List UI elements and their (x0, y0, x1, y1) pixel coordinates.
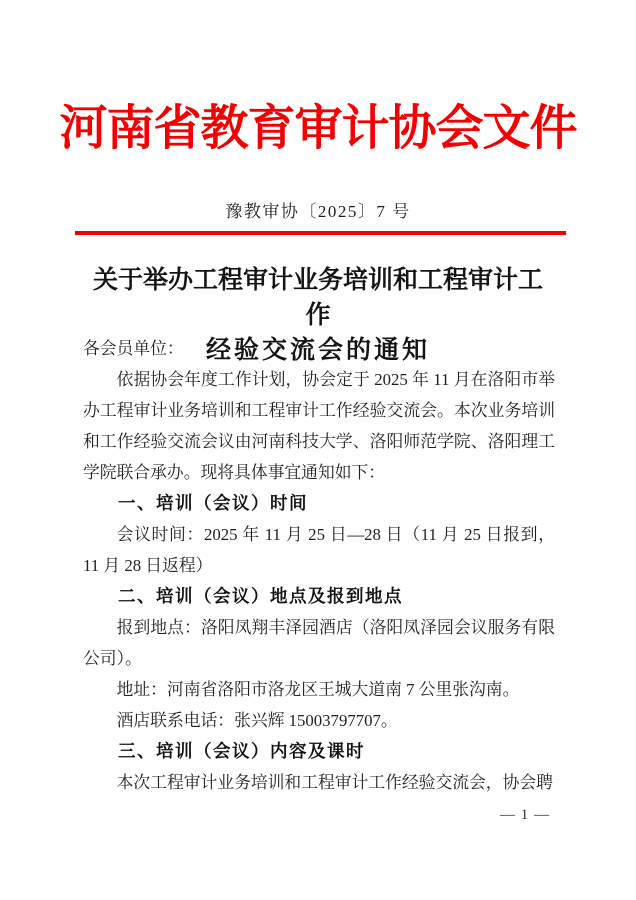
document-body (83, 333, 555, 798)
doc-number: 豫教审协〔2025〕7 号 (225, 202, 411, 221)
section-1-heading: 一、培训（会议）时间 (118, 493, 308, 513)
section-2-paragraph-2: 地址：河南省洛阳市洛龙区王城大道南 7 公里张沟南。 (116, 680, 520, 699)
intro-paragraph: 依据协会年度工作计划，协会定于 2025 年 11 月在洛阳市举办工程审计业务培训和工程审计工作经验交流会。本次业务培训和工作经验交流会议由河南科技大学、洛阳师范学院、洛阳理工学院联合承办。现将具体事宜通知如下： (83, 370, 555, 482)
section-2-heading: 二、培训（会议）地点及报到地点 (118, 586, 403, 606)
page-number: — 1 — (500, 807, 550, 823)
salutation: 各会员单位： (83, 339, 184, 358)
doc-title-line2: 经验交流会的通知 (205, 337, 430, 364)
red-separator-line (75, 231, 566, 235)
org-title: 河南省教育审计协会文件 (59, 102, 577, 155)
section-1-paragraph: 会议时间：2025 年 11 月 25 日—28 日（11 月 25 日报到，11 月 28 日返程） (83, 525, 555, 575)
section-3-paragraph: 本次工程审计业务培训和工程审计工作经验交流会，协会聘 (116, 773, 553, 792)
section-2-paragraph-1: 报到地点：洛阳凤翔丰泽园酒店（洛阳凤泽园会议服务有限公司）。 (83, 618, 555, 668)
doc-title-line1: 关于举办工程审计业务培训和工程审计工作 (92, 267, 543, 329)
section-2-paragraph-3: 酒店联系电话：张兴辉 15003797707。 (116, 711, 398, 730)
section-3-heading: 三、培训（会议）内容及课时 (118, 741, 365, 761)
